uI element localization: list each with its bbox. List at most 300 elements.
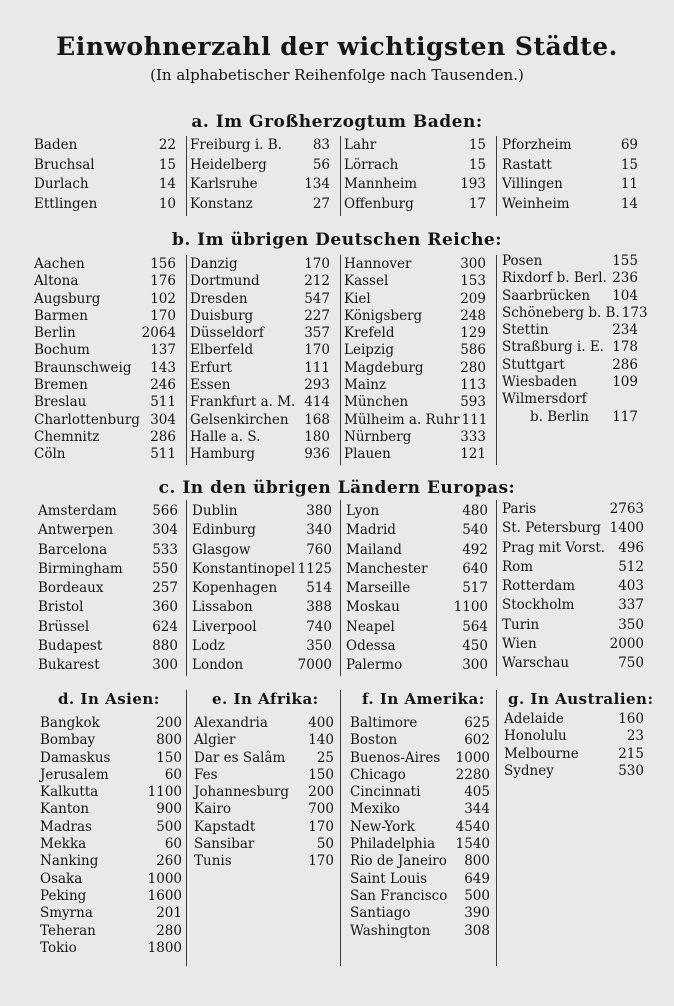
population-value: 511 xyxy=(150,446,176,463)
population-value: 56 xyxy=(312,156,330,173)
city-name: Dublin xyxy=(192,503,238,519)
population-value: 496 xyxy=(618,539,644,556)
city-name: Magdeburg xyxy=(344,359,424,376)
city-name: Konstanz xyxy=(190,195,253,212)
population-value: 15 xyxy=(620,156,638,173)
city-row xyxy=(190,195,330,215)
population-value: 25 xyxy=(316,749,334,766)
city-row xyxy=(190,291,330,308)
population-value: 156 xyxy=(150,256,176,272)
city-row xyxy=(502,357,638,374)
city-row xyxy=(38,579,178,598)
population-value: 23 xyxy=(626,728,644,745)
city-name: Algier xyxy=(194,732,236,749)
city-name: Mekka xyxy=(40,836,87,853)
city-name: Ettlingen xyxy=(34,195,98,212)
city-row xyxy=(192,521,332,540)
city-row xyxy=(344,412,486,429)
population-value: 2763 xyxy=(609,501,644,517)
population-value: 300 xyxy=(462,657,488,674)
city-row xyxy=(192,560,332,579)
city-row xyxy=(34,394,176,411)
city-name: Smyrna xyxy=(40,905,93,922)
city-name: Cincinnati xyxy=(350,784,421,801)
column-divider xyxy=(340,255,341,465)
population-value: 180 xyxy=(304,428,330,445)
city-row xyxy=(192,656,332,675)
section-g-list xyxy=(504,711,644,780)
city-name: Mülheim a. Ruhr xyxy=(344,411,460,428)
section-e-list xyxy=(194,715,334,871)
population-value: 134 xyxy=(304,176,330,192)
city-row xyxy=(190,308,330,325)
city-name: Mannheim xyxy=(344,176,418,192)
city-row xyxy=(502,156,638,176)
city-name: Essen xyxy=(190,377,231,394)
population-value: 936 xyxy=(304,446,330,463)
population-value: 227 xyxy=(304,307,330,324)
city-name: Sansibar xyxy=(194,836,255,853)
city-row xyxy=(346,560,488,579)
city-row xyxy=(38,502,178,521)
city-name: Rotterdam xyxy=(502,578,576,595)
population-value: 403 xyxy=(618,578,644,595)
city-row xyxy=(344,394,486,411)
city-row xyxy=(346,579,488,598)
population-value: 137 xyxy=(150,342,176,359)
population-value: 602 xyxy=(464,732,490,749)
city-row xyxy=(192,541,332,560)
city-row xyxy=(194,750,334,767)
population-value: 511 xyxy=(150,394,176,411)
section-b-heading: b. Im übrigen Deutschen Reiche: xyxy=(171,230,503,250)
city-row xyxy=(350,784,490,801)
city-row xyxy=(190,360,330,377)
population-value: 50 xyxy=(316,836,334,853)
city-name: Philadelphia xyxy=(350,836,436,853)
city-row xyxy=(34,308,176,325)
page-subtitle: (In alphabetischer Reihenfolge nach Tausenden.) xyxy=(150,66,524,84)
city-row xyxy=(34,136,176,156)
city-row xyxy=(504,746,644,763)
population-value: 750 xyxy=(618,655,644,672)
city-row xyxy=(40,819,182,836)
city-name: Braunschweig xyxy=(34,359,132,376)
population-value: 17 xyxy=(468,195,486,212)
population-value: 304 xyxy=(152,522,178,539)
section-a-column xyxy=(190,136,330,214)
population-value: 83 xyxy=(312,137,330,153)
population-value: 800 xyxy=(464,853,490,870)
city-name: Krefeld xyxy=(344,325,395,342)
city-name: Bordeaux xyxy=(38,580,104,597)
population-value: 155 xyxy=(612,253,638,269)
population-value: 280 xyxy=(156,922,182,939)
population-value: 178 xyxy=(612,339,638,356)
city-row xyxy=(346,637,488,656)
city-row xyxy=(34,256,176,273)
city-name: San Francisco xyxy=(350,887,448,904)
city-row xyxy=(346,618,488,637)
city-name: Heidelberg xyxy=(190,156,267,173)
city-row xyxy=(34,195,176,215)
population-value: 200 xyxy=(308,784,334,801)
population-value: 1000 xyxy=(455,749,490,766)
city-row xyxy=(192,598,332,617)
section-b-column xyxy=(34,256,176,464)
population-value: 514 xyxy=(306,580,332,597)
section-c-column xyxy=(346,502,488,676)
city-row xyxy=(344,308,486,325)
city-row xyxy=(190,175,330,195)
city-name: Elberfeld xyxy=(190,342,254,359)
city-row xyxy=(350,819,490,836)
city-row xyxy=(350,715,490,732)
population-value: 350 xyxy=(306,638,332,655)
city-row xyxy=(192,618,332,637)
column-divider xyxy=(496,500,497,676)
city-row xyxy=(344,156,486,176)
population-value: 547 xyxy=(304,290,330,307)
population-value: 517 xyxy=(462,580,488,597)
population-value: 212 xyxy=(304,273,330,290)
population-value: 15 xyxy=(158,156,176,173)
city-row xyxy=(40,853,182,870)
city-row xyxy=(350,836,490,853)
city-name: Birmingham xyxy=(38,560,123,577)
city-row xyxy=(344,256,486,273)
population-value: 308 xyxy=(464,922,490,939)
population-value: 800 xyxy=(156,732,182,749)
city-name: Schöneberg b. B. xyxy=(502,304,620,321)
population-value: 380 xyxy=(306,503,332,519)
population-value: 7000 xyxy=(297,657,332,674)
city-name: Rixdorf b. Berl. xyxy=(502,270,607,287)
city-row xyxy=(344,136,486,156)
population-value: 121 xyxy=(460,446,486,463)
population-value: 104 xyxy=(612,287,638,304)
city-name: Kapstadt xyxy=(194,818,256,835)
population-value: 640 xyxy=(462,560,488,577)
city-name: Hannover xyxy=(344,256,412,272)
city-name: Melbourne xyxy=(504,745,579,762)
city-name: Stettin xyxy=(502,322,549,339)
city-row xyxy=(34,377,176,394)
population-value: 257 xyxy=(152,580,178,597)
city-name: Turin xyxy=(502,616,540,633)
population-value: 2000 xyxy=(609,636,644,653)
population-value: 344 xyxy=(464,801,490,818)
population-value: 200 xyxy=(156,715,182,731)
section-g-heading: g. In Australien: xyxy=(508,690,654,708)
city-name: Baden xyxy=(34,137,78,153)
city-name: Paris xyxy=(502,501,537,517)
population-value: 333 xyxy=(460,428,486,445)
city-name: Mexiko xyxy=(350,801,401,818)
city-name: Nanking xyxy=(40,853,99,870)
city-name: Mainz xyxy=(344,377,386,394)
city-name: Lörrach xyxy=(344,156,399,173)
population-value: 102 xyxy=(150,290,176,307)
population-value: 300 xyxy=(152,657,178,674)
population-value: 900 xyxy=(156,801,182,818)
city-row xyxy=(38,541,178,560)
city-name: Leipzig xyxy=(344,342,394,359)
city-name: Wilmersdorf xyxy=(502,391,587,408)
city-row xyxy=(40,940,182,957)
column-divider xyxy=(340,500,341,676)
population-value: 530 xyxy=(618,762,644,779)
city-name: Gelsenkirchen xyxy=(190,411,289,428)
city-row xyxy=(190,136,330,156)
city-name: Pforzheim xyxy=(502,137,572,153)
population-value: 150 xyxy=(156,749,182,766)
city-name: Jerusalem xyxy=(40,766,109,783)
population-value: 492 xyxy=(462,541,488,558)
city-row xyxy=(194,836,334,853)
city-row xyxy=(194,819,334,836)
population-value: 340 xyxy=(306,522,332,539)
population-value: 14 xyxy=(620,195,638,212)
city-name: Lahr xyxy=(344,137,377,153)
population-value: 1800 xyxy=(147,939,182,956)
population-value: 111 xyxy=(461,411,488,428)
city-name: Erfurt xyxy=(190,359,232,376)
city-row xyxy=(34,360,176,377)
city-name: Baltimore xyxy=(350,715,418,731)
population-value: 880 xyxy=(152,638,178,655)
city-row xyxy=(38,560,178,579)
city-row xyxy=(502,136,638,156)
city-name: Bremen xyxy=(34,377,88,394)
city-row xyxy=(502,374,638,391)
population-value: 15 xyxy=(468,137,486,153)
population-value: 234 xyxy=(612,322,638,339)
city-name: Tokio xyxy=(40,939,77,956)
population-value: 170 xyxy=(150,307,176,324)
city-name: Alexandria xyxy=(194,715,268,731)
population-value: 111 xyxy=(304,359,330,376)
city-name: Barcelona xyxy=(38,541,108,558)
city-name: Manchester xyxy=(346,560,428,577)
city-row xyxy=(38,618,178,637)
population-value: 740 xyxy=(306,618,332,635)
section-b-column xyxy=(502,253,648,426)
city-row xyxy=(190,325,330,342)
city-name: Augsburg xyxy=(34,290,101,307)
column-divider xyxy=(186,136,187,216)
city-row xyxy=(350,871,490,888)
city-row xyxy=(190,446,330,463)
city-name: Kiel xyxy=(344,290,371,307)
population-value: 168 xyxy=(304,411,330,428)
population-value: 512 xyxy=(618,558,644,575)
city-name: Chicago xyxy=(350,766,406,783)
population-value: 2280 xyxy=(455,766,490,783)
city-name: Kalkutta xyxy=(40,784,99,801)
city-row xyxy=(502,339,638,356)
city-name: Chemnitz xyxy=(34,428,100,445)
city-row xyxy=(502,558,644,577)
section-b-column xyxy=(344,256,486,464)
population-value: 14 xyxy=(158,176,176,192)
city-row xyxy=(344,342,486,359)
city-row xyxy=(190,429,330,446)
city-name: Charlottenburg xyxy=(34,411,140,428)
column-divider xyxy=(340,690,341,966)
city-name: Teheran xyxy=(40,922,96,939)
section-e-heading: e. In Afrika: xyxy=(212,690,319,708)
city-name: Glasgow xyxy=(192,541,251,558)
population-value: 566 xyxy=(152,503,178,519)
city-name: Dortmund xyxy=(190,273,260,290)
city-name: Lyon xyxy=(346,503,380,519)
column-divider xyxy=(186,500,187,676)
city-row xyxy=(504,711,644,728)
city-name: Kassel xyxy=(344,273,389,290)
population-value: 1400 xyxy=(609,520,644,537)
city-name: Bangkok xyxy=(40,715,100,731)
page-title: Einwohnerzahl der wichtigsten Städte. xyxy=(56,32,618,61)
city-row xyxy=(344,273,486,290)
population-value: 1600 xyxy=(147,887,182,904)
population-value: 193 xyxy=(460,176,486,192)
population-value: 357 xyxy=(304,325,330,342)
population-value: 1100 xyxy=(147,784,182,801)
population-value: 304 xyxy=(150,411,176,428)
city-name: Amsterdam xyxy=(38,503,117,519)
city-name: Marseille xyxy=(346,580,411,597)
city-row xyxy=(190,156,330,176)
city-row xyxy=(194,732,334,749)
city-name: Bukarest xyxy=(38,657,100,674)
city-name: Warschau xyxy=(502,655,570,672)
city-row xyxy=(350,923,490,940)
city-name: Adelaide xyxy=(504,711,564,727)
city-row xyxy=(350,905,490,922)
city-row xyxy=(344,429,486,446)
city-name: Rastatt xyxy=(502,156,552,173)
city-row xyxy=(192,502,332,521)
population-value: 60 xyxy=(164,836,182,853)
city-name: Königsberg xyxy=(344,307,423,324)
city-name: München xyxy=(344,394,409,411)
city-row xyxy=(350,801,490,818)
city-name: Berlin xyxy=(34,325,76,342)
city-name: Liverpool xyxy=(192,618,257,635)
city-name: London xyxy=(192,657,244,674)
city-name: Kairo xyxy=(194,801,232,818)
city-row xyxy=(344,360,486,377)
population-value: 286 xyxy=(150,428,176,445)
city-name: Saarbrücken xyxy=(502,287,591,304)
city-row xyxy=(34,291,176,308)
city-row xyxy=(34,175,176,195)
city-row xyxy=(502,409,638,426)
section-c-column xyxy=(192,502,332,676)
column-divider xyxy=(496,255,497,465)
section-a-heading: a. Im Großherzogtum Baden: xyxy=(191,112,483,132)
city-name: Sydney xyxy=(504,762,554,779)
city-row xyxy=(344,446,486,463)
city-row xyxy=(38,637,178,656)
city-name: Madras xyxy=(40,818,92,835)
population-value: 450 xyxy=(462,638,488,655)
section-a-column xyxy=(344,136,486,214)
population-value: 500 xyxy=(156,818,182,835)
population-value: 593 xyxy=(460,394,486,411)
city-row xyxy=(190,377,330,394)
city-row xyxy=(502,322,638,339)
city-name: Aachen xyxy=(34,256,85,272)
city-row xyxy=(34,325,176,342)
city-row xyxy=(190,394,330,411)
city-name: Weinheim xyxy=(502,195,570,212)
population-value: 760 xyxy=(306,541,332,558)
section-f-heading: f. In Amerika: xyxy=(362,690,485,708)
city-name: Villingen xyxy=(502,176,563,192)
population-value: 170 xyxy=(308,818,334,835)
city-row xyxy=(40,732,182,749)
population-value: 337 xyxy=(618,597,644,614)
city-row xyxy=(350,888,490,905)
city-row xyxy=(34,273,176,290)
column-divider xyxy=(186,255,187,465)
population-value: 533 xyxy=(152,541,178,558)
population-value: 170 xyxy=(304,256,330,272)
city-name: Rom xyxy=(502,558,534,575)
city-row xyxy=(502,288,638,305)
population-value: 500 xyxy=(464,887,490,904)
city-row xyxy=(40,801,182,818)
city-row xyxy=(40,888,182,905)
city-name: Bombay xyxy=(40,732,96,749)
city-row xyxy=(502,500,644,519)
population-value: 215 xyxy=(618,745,644,762)
city-name: Odessa xyxy=(346,638,396,655)
city-name: Madrid xyxy=(346,522,396,539)
city-row xyxy=(194,767,334,784)
city-row xyxy=(190,256,330,273)
city-name: Konstantinopel xyxy=(192,560,296,577)
city-name: Rio de Janeiro xyxy=(350,853,447,870)
city-row xyxy=(38,598,178,617)
city-name: Fes xyxy=(194,766,218,783)
city-row xyxy=(350,767,490,784)
city-row xyxy=(194,715,334,732)
population-value: 117 xyxy=(612,408,638,425)
section-f-list xyxy=(350,715,490,940)
city-row xyxy=(502,539,644,558)
city-name: Plauen xyxy=(344,446,391,463)
city-row xyxy=(34,412,176,429)
city-name: Stuttgart xyxy=(502,356,565,373)
city-name: Damaskus xyxy=(40,749,111,766)
city-name: Peking xyxy=(40,887,87,904)
population-value: 27 xyxy=(312,195,330,212)
population-value: 170 xyxy=(304,342,330,359)
population-value: 143 xyxy=(150,359,176,376)
city-row xyxy=(40,767,182,784)
population-value: 173 xyxy=(621,304,648,321)
population-value: 564 xyxy=(462,618,488,635)
city-row xyxy=(190,342,330,359)
section-b-column xyxy=(190,256,330,464)
population-value: 248 xyxy=(460,307,486,324)
population-value: 390 xyxy=(464,905,490,922)
city-name: Hamburg xyxy=(190,446,256,463)
population-value: 22 xyxy=(158,137,176,153)
